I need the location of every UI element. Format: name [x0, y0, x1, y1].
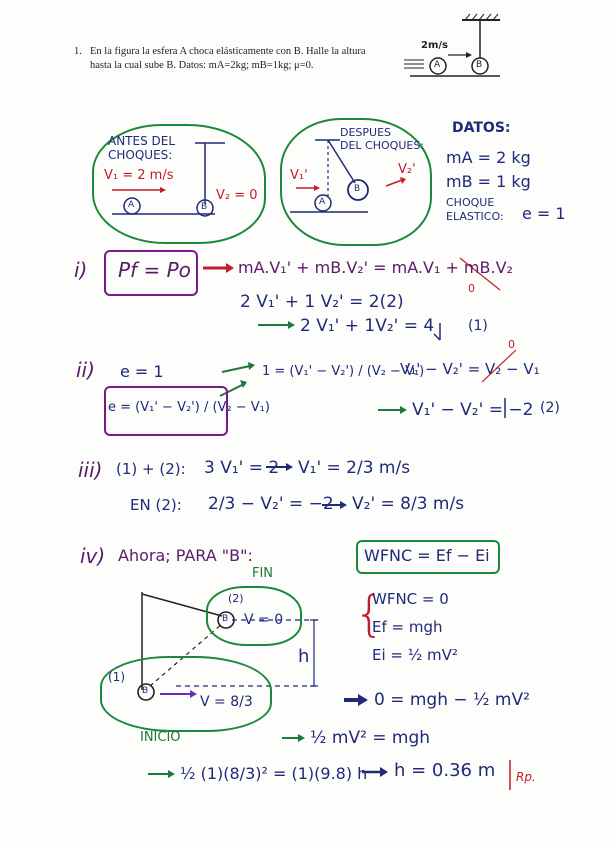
- figure-ball-b-label: B: [476, 60, 483, 70]
- step-3-equation-2: 2/3 − V₂' = −2: [208, 494, 334, 514]
- datos-choque: CHOQUE: [446, 196, 495, 209]
- step-4-intro: Ahora; PARA "B":: [118, 546, 253, 565]
- step-3-en-2: EN (2):: [130, 496, 182, 514]
- datos-elastico: ELASTICO:: [446, 210, 504, 223]
- step-2-zero: 0: [508, 338, 515, 351]
- step-1-zero: 0: [468, 282, 475, 295]
- after-ball-a: A: [319, 197, 326, 207]
- step-2-equation-2: V₁' − V₂' = V₂ − V₁: [400, 360, 540, 378]
- pendulum-ball-start: B: [142, 686, 149, 696]
- position-1-label: (1): [108, 670, 125, 684]
- pendulum-ball-end: B: [222, 614, 229, 624]
- step-3-v2-result: V₂' = 8/3 m/s: [352, 494, 465, 514]
- fin-label: FIN: [252, 566, 274, 581]
- equation-tag-2: (2): [540, 400, 560, 416]
- step-2-equation-1: 1 = (V₁' − V₂') / (V₂ − V₁): [262, 364, 425, 379]
- inicio-label: INICIO: [140, 730, 181, 745]
- before-title-2: CHOQUES:: [108, 148, 173, 162]
- answer-mark: Rp.: [516, 770, 536, 784]
- work-energy-theorem: WFNC = Ef − Ei: [364, 546, 490, 565]
- after-title-2: DEL CHOQUES:: [340, 139, 425, 152]
- datos-mass-a: mA = 2 kg: [446, 148, 531, 167]
- step-2-equation-3: V₁' − V₂' = −2: [412, 400, 534, 420]
- problem-number: 1.: [74, 46, 82, 57]
- restitution-formula: e = (V₁' − V₂') / (V₂ − V₁): [108, 400, 270, 415]
- before-v2-label: V₂ = 0: [216, 188, 258, 203]
- after-v2-label: V₂': [398, 162, 416, 177]
- step-3-v1-result: V₁' = 2/3 m/s: [298, 458, 411, 478]
- position-2-label: (2): [228, 592, 244, 605]
- figure-ball-a-label: A: [434, 60, 441, 70]
- equation-tag-1: (1): [468, 318, 488, 334]
- before-ball-a: A: [128, 200, 135, 210]
- step-4-label: iv): [80, 544, 106, 568]
- before-title-1: ANTES DEL: [108, 134, 176, 148]
- after-v1-label: V₁': [290, 168, 308, 183]
- step-3-sum: (1) + (2):: [116, 460, 186, 478]
- datos-title: DATOS:: [452, 120, 511, 136]
- before-v1-label: V₁ = 2 m/s: [104, 168, 174, 183]
- problem-line-1: En la figura la esfera A choca elásticamente con B. Halle la altura: [90, 46, 366, 57]
- step-3-equation-1: 3 V₁' = 2: [204, 458, 280, 478]
- problem-line-2: hasta la cual sube B. Datos: mA=2kg; mB=1kg; μ=0.: [90, 60, 314, 71]
- brace: {: [354, 586, 385, 642]
- height-label: h: [298, 646, 310, 667]
- step-1-label: i): [74, 258, 88, 282]
- datos-mass-b: mB = 1 kg: [446, 172, 531, 191]
- final-velocity-label: V = 0: [244, 612, 284, 628]
- initial-velocity-label: V = 8/3: [200, 694, 253, 710]
- momentum-conservation: Pf = Po: [118, 258, 191, 282]
- figure-speed-label: 2m/s: [421, 40, 448, 51]
- datos-e: e = 1: [522, 204, 566, 223]
- energy-equation-3: ½ (1)(8/3)² = (1)(9.8) h: [180, 764, 368, 783]
- final-answer: h = 0.36 m: [394, 760, 496, 781]
- step-2-e-value: e = 1: [120, 362, 164, 381]
- step-1-equation-3: 2 V₁' + 1V₂' = 4: [300, 316, 435, 336]
- step-1-equation-2: 2 V₁' + 1 V₂' = 2(2): [240, 292, 404, 312]
- step-1-equation-1: mA.V₁' + mB.V₂' = mA.V₁ + mB.V₂: [238, 258, 513, 277]
- step-2-label: ii): [76, 358, 95, 382]
- step-3-label: iii): [78, 458, 103, 482]
- work-nonconservative: WFNC = 0: [372, 590, 449, 608]
- energy-equation-2: ½ mV² = mgh: [310, 728, 431, 748]
- after-ball-b: B: [354, 184, 361, 194]
- after-title-1: DESPUES: [340, 126, 392, 139]
- initial-energy: Ei = ½ mV²: [372, 646, 458, 664]
- energy-equation-1: 0 = mgh − ½ mV²: [374, 690, 530, 710]
- final-energy: Ef = mgh: [372, 618, 443, 636]
- before-ball-b: B: [201, 202, 208, 212]
